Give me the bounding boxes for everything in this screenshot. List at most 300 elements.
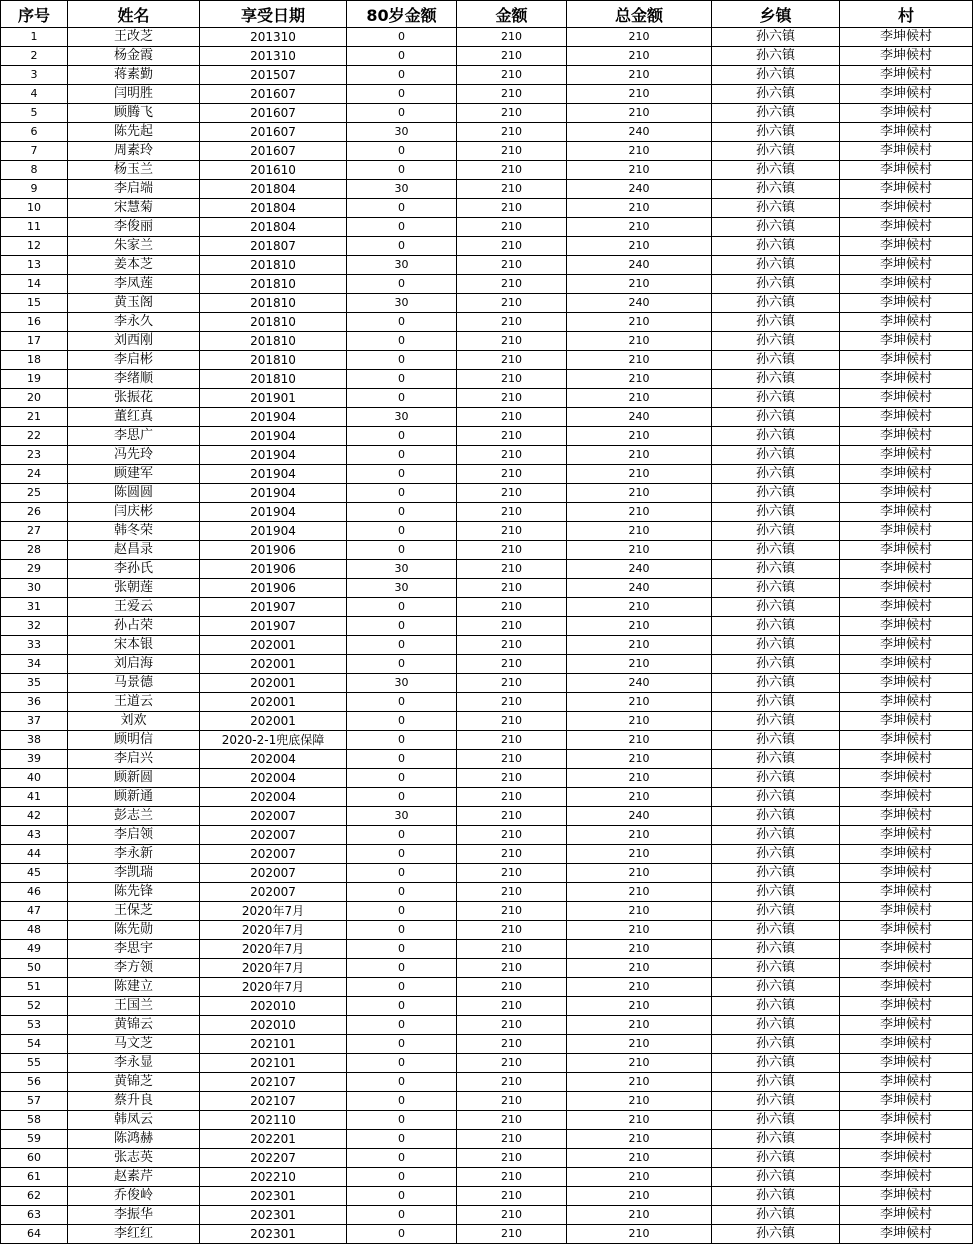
cell-start-date: 202210 xyxy=(200,1168,347,1187)
cell-age80-amount: 0 xyxy=(347,351,457,370)
cell-age80-amount: 0 xyxy=(347,1149,457,1168)
cell-start-date: 201904 xyxy=(200,408,347,427)
cell-age80-amount: 0 xyxy=(347,712,457,731)
cell-town: 孙六镇 xyxy=(712,1092,840,1111)
cell-start-date: 201610 xyxy=(200,161,347,180)
cell-amount: 210 xyxy=(457,503,567,522)
cell-village: 李坤候村 xyxy=(840,237,973,256)
cell-village: 李坤候村 xyxy=(840,1035,973,1054)
cell-age80-amount: 0 xyxy=(347,1225,457,1244)
cell-name: 陈先勋 xyxy=(68,921,200,940)
cell-village: 李坤候村 xyxy=(840,503,973,522)
cell-village: 李坤候村 xyxy=(840,1149,973,1168)
cell-town: 孙六镇 xyxy=(712,864,840,883)
cell-name: 马文芝 xyxy=(68,1035,200,1054)
cell-total-amount: 210 xyxy=(567,47,712,66)
cell-name: 王保芝 xyxy=(68,902,200,921)
cell-village: 李坤候村 xyxy=(840,997,973,1016)
cell-name: 韩冬荣 xyxy=(68,522,200,541)
cell-town: 孙六镇 xyxy=(712,104,840,123)
cell-town: 孙六镇 xyxy=(712,636,840,655)
table-row xyxy=(1,902,973,921)
cell-town: 孙六镇 xyxy=(712,256,840,275)
cell-town: 孙六镇 xyxy=(712,427,840,446)
cell-town: 孙六镇 xyxy=(712,769,840,788)
cell-village: 李坤候村 xyxy=(840,332,973,351)
cell-name: 顾明信 xyxy=(68,731,200,750)
cell-town: 孙六镇 xyxy=(712,560,840,579)
cell-start-date: 201507 xyxy=(200,66,347,85)
cell-amount: 210 xyxy=(457,636,567,655)
cell-town: 孙六镇 xyxy=(712,180,840,199)
cell-town: 孙六镇 xyxy=(712,693,840,712)
cell-amount: 210 xyxy=(457,389,567,408)
cell-total-amount: 210 xyxy=(567,541,712,560)
cell-village: 李坤候村 xyxy=(840,1092,973,1111)
cell-name: 李启领 xyxy=(68,826,200,845)
cell-age80-amount: 0 xyxy=(347,617,457,636)
cell-age80-amount: 0 xyxy=(347,883,457,902)
cell-village: 李坤候村 xyxy=(840,636,973,655)
cell-amount: 210 xyxy=(457,1016,567,1035)
cell-town: 孙六镇 xyxy=(712,1016,840,1035)
cell-total-amount: 210 xyxy=(567,1016,712,1035)
cell-serial-number: 54 xyxy=(1,1035,68,1054)
cell-village: 李坤候村 xyxy=(840,484,973,503)
cell-village: 李坤候村 xyxy=(840,750,973,769)
cell-start-date: 201904 xyxy=(200,465,347,484)
table-row xyxy=(1,389,973,408)
cell-start-date: 202301 xyxy=(200,1225,347,1244)
cell-village: 李坤候村 xyxy=(840,560,973,579)
cell-village: 李坤候村 xyxy=(840,959,973,978)
cell-amount: 210 xyxy=(457,560,567,579)
header-age80-amount: 80岁金额 xyxy=(347,1,457,28)
cell-village: 李坤候村 xyxy=(840,1111,973,1130)
table-row xyxy=(1,598,973,617)
cell-start-date: 201907 xyxy=(200,598,347,617)
cell-village: 李坤候村 xyxy=(840,579,973,598)
cell-village: 李坤候村 xyxy=(840,940,973,959)
header-row xyxy=(1,1,973,28)
table-row xyxy=(1,655,973,674)
cell-start-date: 202301 xyxy=(200,1206,347,1225)
cell-serial-number: 21 xyxy=(1,408,68,427)
cell-total-amount: 210 xyxy=(567,484,712,503)
cell-amount: 210 xyxy=(457,275,567,294)
cell-start-date: 201901 xyxy=(200,389,347,408)
cell-age80-amount: 0 xyxy=(347,465,457,484)
cell-age80-amount: 30 xyxy=(347,807,457,826)
cell-name: 顾腾飞 xyxy=(68,104,200,123)
table-row xyxy=(1,579,973,598)
table-row xyxy=(1,864,973,883)
cell-age80-amount: 0 xyxy=(347,1035,457,1054)
cell-name: 杨玉兰 xyxy=(68,161,200,180)
cell-serial-number: 37 xyxy=(1,712,68,731)
cell-amount: 210 xyxy=(457,541,567,560)
cell-serial-number: 10 xyxy=(1,199,68,218)
cell-total-amount: 210 xyxy=(567,1111,712,1130)
table-row xyxy=(1,940,973,959)
table-row xyxy=(1,826,973,845)
cell-town: 孙六镇 xyxy=(712,902,840,921)
cell-amount: 210 xyxy=(457,332,567,351)
cell-serial-number: 28 xyxy=(1,541,68,560)
cell-amount: 210 xyxy=(457,1225,567,1244)
cell-total-amount: 210 xyxy=(567,1073,712,1092)
cell-age80-amount: 0 xyxy=(347,484,457,503)
cell-town: 孙六镇 xyxy=(712,788,840,807)
cell-village: 李坤候村 xyxy=(840,1187,973,1206)
cell-start-date: 202004 xyxy=(200,769,347,788)
table-row xyxy=(1,66,973,85)
cell-town: 孙六镇 xyxy=(712,275,840,294)
cell-village: 李坤候村 xyxy=(840,389,973,408)
cell-age80-amount: 0 xyxy=(347,503,457,522)
table-row xyxy=(1,1016,973,1035)
cell-start-date: 201906 xyxy=(200,560,347,579)
cell-name: 宋本银 xyxy=(68,636,200,655)
cell-name: 孙占荣 xyxy=(68,617,200,636)
cell-age80-amount: 0 xyxy=(347,161,457,180)
cell-age80-amount: 0 xyxy=(347,826,457,845)
cell-town: 孙六镇 xyxy=(712,161,840,180)
table-row xyxy=(1,693,973,712)
cell-age80-amount: 30 xyxy=(347,674,457,693)
cell-village: 李坤候村 xyxy=(840,256,973,275)
cell-total-amount: 240 xyxy=(567,256,712,275)
cell-village: 李坤候村 xyxy=(840,123,973,142)
cell-amount: 210 xyxy=(457,161,567,180)
cell-name: 李启端 xyxy=(68,180,200,199)
cell-town: 孙六镇 xyxy=(712,503,840,522)
cell-total-amount: 210 xyxy=(567,370,712,389)
cell-name: 王改芝 xyxy=(68,28,200,47)
cell-amount: 210 xyxy=(457,47,567,66)
cell-start-date: 201310 xyxy=(200,28,347,47)
cell-age80-amount: 0 xyxy=(347,788,457,807)
cell-start-date: 202001 xyxy=(200,636,347,655)
cell-serial-number: 13 xyxy=(1,256,68,275)
cell-town: 孙六镇 xyxy=(712,28,840,47)
cell-town: 孙六镇 xyxy=(712,655,840,674)
cell-start-date: 201907 xyxy=(200,617,347,636)
cell-name: 李永显 xyxy=(68,1054,200,1073)
cell-town: 孙六镇 xyxy=(712,199,840,218)
cell-name: 蒋素勤 xyxy=(68,66,200,85)
cell-start-date: 2020年7月 xyxy=(200,978,347,997)
header-start-date: 享受日期 xyxy=(200,1,347,28)
table-row xyxy=(1,28,973,47)
cell-town: 孙六镇 xyxy=(712,522,840,541)
cell-name: 张振花 xyxy=(68,389,200,408)
cell-village: 李坤候村 xyxy=(840,446,973,465)
cell-serial-number: 53 xyxy=(1,1016,68,1035)
cell-total-amount: 240 xyxy=(567,807,712,826)
cell-name: 杨金霞 xyxy=(68,47,200,66)
cell-age80-amount: 0 xyxy=(347,199,457,218)
cell-amount: 210 xyxy=(457,408,567,427)
cell-town: 孙六镇 xyxy=(712,978,840,997)
cell-total-amount: 210 xyxy=(567,389,712,408)
table-row xyxy=(1,674,973,693)
cell-serial-number: 62 xyxy=(1,1187,68,1206)
cell-serial-number: 44 xyxy=(1,845,68,864)
cell-name: 李凯瑞 xyxy=(68,864,200,883)
cell-total-amount: 210 xyxy=(567,712,712,731)
cell-amount: 210 xyxy=(457,579,567,598)
cell-total-amount: 210 xyxy=(567,1206,712,1225)
table-row xyxy=(1,503,973,522)
cell-start-date: 201607 xyxy=(200,123,347,142)
cell-name: 李思宇 xyxy=(68,940,200,959)
cell-town: 孙六镇 xyxy=(712,1187,840,1206)
cell-village: 李坤候村 xyxy=(840,142,973,161)
cell-name: 张志英 xyxy=(68,1149,200,1168)
cell-amount: 210 xyxy=(457,1035,567,1054)
cell-amount: 210 xyxy=(457,598,567,617)
cell-serial-number: 33 xyxy=(1,636,68,655)
cell-amount: 210 xyxy=(457,465,567,484)
table-body xyxy=(1,28,973,1244)
cell-start-date: 201904 xyxy=(200,503,347,522)
cell-amount: 210 xyxy=(457,769,567,788)
cell-village: 李坤候村 xyxy=(840,788,973,807)
cell-total-amount: 210 xyxy=(567,1225,712,1244)
cell-serial-number: 55 xyxy=(1,1054,68,1073)
cell-age80-amount: 0 xyxy=(347,370,457,389)
table-row xyxy=(1,636,973,655)
table-row xyxy=(1,769,973,788)
table-row xyxy=(1,1073,973,1092)
cell-start-date: 201310 xyxy=(200,47,347,66)
cell-amount: 210 xyxy=(457,1187,567,1206)
cell-start-date: 201607 xyxy=(200,85,347,104)
table-row xyxy=(1,332,973,351)
cell-serial-number: 51 xyxy=(1,978,68,997)
cell-serial-number: 11 xyxy=(1,218,68,237)
cell-amount: 210 xyxy=(457,1054,567,1073)
cell-total-amount: 210 xyxy=(567,427,712,446)
cell-amount: 210 xyxy=(457,788,567,807)
cell-start-date: 202007 xyxy=(200,883,347,902)
cell-age80-amount: 0 xyxy=(347,237,457,256)
table-row xyxy=(1,408,973,427)
cell-name: 刘欢 xyxy=(68,712,200,731)
cell-total-amount: 210 xyxy=(567,28,712,47)
cell-village: 李坤候村 xyxy=(840,275,973,294)
table-row xyxy=(1,1187,973,1206)
cell-serial-number: 5 xyxy=(1,104,68,123)
cell-amount: 210 xyxy=(457,921,567,940)
cell-total-amount: 240 xyxy=(567,180,712,199)
cell-start-date: 202101 xyxy=(200,1035,347,1054)
cell-name: 周素玲 xyxy=(68,142,200,161)
cell-start-date: 202004 xyxy=(200,750,347,769)
cell-total-amount: 210 xyxy=(567,826,712,845)
cell-total-amount: 210 xyxy=(567,237,712,256)
cell-amount: 210 xyxy=(457,256,567,275)
cell-serial-number: 6 xyxy=(1,123,68,142)
cell-serial-number: 14 xyxy=(1,275,68,294)
cell-name: 朱家兰 xyxy=(68,237,200,256)
cell-start-date: 202001 xyxy=(200,655,347,674)
cell-age80-amount: 0 xyxy=(347,997,457,1016)
cell-amount: 210 xyxy=(457,142,567,161)
cell-town: 孙六镇 xyxy=(712,883,840,902)
cell-village: 李坤候村 xyxy=(840,674,973,693)
cell-start-date: 202010 xyxy=(200,1016,347,1035)
header-name: 姓名 xyxy=(68,1,200,28)
cell-serial-number: 8 xyxy=(1,161,68,180)
cell-town: 孙六镇 xyxy=(712,731,840,750)
cell-serial-number: 34 xyxy=(1,655,68,674)
cell-name: 韩凤云 xyxy=(68,1111,200,1130)
cell-start-date: 202007 xyxy=(200,864,347,883)
cell-serial-number: 59 xyxy=(1,1130,68,1149)
cell-name: 刘西刚 xyxy=(68,332,200,351)
cell-town: 孙六镇 xyxy=(712,921,840,940)
cell-serial-number: 47 xyxy=(1,902,68,921)
cell-total-amount: 210 xyxy=(567,1130,712,1149)
cell-town: 孙六镇 xyxy=(712,750,840,769)
cell-town: 孙六镇 xyxy=(712,313,840,332)
cell-name: 姜本芝 xyxy=(68,256,200,275)
table-row xyxy=(1,788,973,807)
cell-serial-number: 49 xyxy=(1,940,68,959)
cell-town: 孙六镇 xyxy=(712,712,840,731)
table-row xyxy=(1,427,973,446)
cell-start-date: 202101 xyxy=(200,1054,347,1073)
cell-amount: 210 xyxy=(457,351,567,370)
cell-serial-number: 50 xyxy=(1,959,68,978)
table-row xyxy=(1,1035,973,1054)
cell-serial-number: 23 xyxy=(1,446,68,465)
table-row xyxy=(1,1130,973,1149)
cell-total-amount: 210 xyxy=(567,655,712,674)
table-row xyxy=(1,446,973,465)
cell-amount: 210 xyxy=(457,693,567,712)
cell-amount: 210 xyxy=(457,1092,567,1111)
cell-serial-number: 20 xyxy=(1,389,68,408)
cell-serial-number: 12 xyxy=(1,237,68,256)
cell-name: 闫庆彬 xyxy=(68,503,200,522)
table-row xyxy=(1,1149,973,1168)
cell-start-date: 2020年7月 xyxy=(200,902,347,921)
cell-town: 孙六镇 xyxy=(712,1225,840,1244)
cell-village: 李坤候村 xyxy=(840,1206,973,1225)
cell-start-date: 202001 xyxy=(200,693,347,712)
cell-total-amount: 210 xyxy=(567,1035,712,1054)
cell-age80-amount: 0 xyxy=(347,275,457,294)
cell-name: 李红红 xyxy=(68,1225,200,1244)
cell-village: 李坤候村 xyxy=(840,598,973,617)
cell-town: 孙六镇 xyxy=(712,1130,840,1149)
cell-age80-amount: 0 xyxy=(347,389,457,408)
cell-serial-number: 61 xyxy=(1,1168,68,1187)
cell-serial-number: 46 xyxy=(1,883,68,902)
table-row xyxy=(1,560,973,579)
cell-name: 李凤莲 xyxy=(68,275,200,294)
cell-amount: 210 xyxy=(457,180,567,199)
cell-village: 李坤候村 xyxy=(840,617,973,636)
cell-age80-amount: 0 xyxy=(347,978,457,997)
cell-town: 孙六镇 xyxy=(712,997,840,1016)
cell-town: 孙六镇 xyxy=(712,66,840,85)
cell-age80-amount: 0 xyxy=(347,940,457,959)
cell-serial-number: 16 xyxy=(1,313,68,332)
cell-start-date: 201904 xyxy=(200,446,347,465)
cell-amount: 210 xyxy=(457,1130,567,1149)
cell-amount: 210 xyxy=(457,731,567,750)
cell-name: 李孙氏 xyxy=(68,560,200,579)
cell-total-amount: 210 xyxy=(567,503,712,522)
cell-village: 李坤候村 xyxy=(840,693,973,712)
cell-village: 李坤候村 xyxy=(840,769,973,788)
cell-age80-amount: 30 xyxy=(347,123,457,142)
cell-total-amount: 210 xyxy=(567,940,712,959)
cell-village: 李坤候村 xyxy=(840,465,973,484)
cell-age80-amount: 0 xyxy=(347,845,457,864)
cell-amount: 210 xyxy=(457,674,567,693)
cell-amount: 210 xyxy=(457,940,567,959)
cell-village: 李坤候村 xyxy=(840,161,973,180)
cell-total-amount: 210 xyxy=(567,769,712,788)
cell-name: 黄锦云 xyxy=(68,1016,200,1035)
cell-name: 王道云 xyxy=(68,693,200,712)
table-row xyxy=(1,978,973,997)
cell-village: 李坤候村 xyxy=(840,864,973,883)
cell-amount: 210 xyxy=(457,997,567,1016)
cell-start-date: 201810 xyxy=(200,351,347,370)
cell-amount: 210 xyxy=(457,655,567,674)
cell-town: 孙六镇 xyxy=(712,142,840,161)
cell-start-date: 202004 xyxy=(200,788,347,807)
cell-town: 孙六镇 xyxy=(712,598,840,617)
cell-start-date: 201810 xyxy=(200,370,347,389)
cell-total-amount: 240 xyxy=(567,560,712,579)
cell-amount: 210 xyxy=(457,427,567,446)
cell-age80-amount: 0 xyxy=(347,1168,457,1187)
cell-serial-number: 3 xyxy=(1,66,68,85)
cell-town: 孙六镇 xyxy=(712,237,840,256)
cell-total-amount: 210 xyxy=(567,199,712,218)
cell-age80-amount: 0 xyxy=(347,522,457,541)
cell-village: 李坤候村 xyxy=(840,351,973,370)
cell-village: 李坤候村 xyxy=(840,313,973,332)
cell-serial-number: 58 xyxy=(1,1111,68,1130)
cell-town: 孙六镇 xyxy=(712,47,840,66)
cell-total-amount: 210 xyxy=(567,66,712,85)
table-row xyxy=(1,541,973,560)
cell-amount: 210 xyxy=(457,522,567,541)
cell-serial-number: 4 xyxy=(1,85,68,104)
cell-age80-amount: 0 xyxy=(347,28,457,47)
cell-name: 王爱云 xyxy=(68,598,200,617)
cell-name: 黄锦芝 xyxy=(68,1073,200,1092)
cell-village: 李坤候村 xyxy=(840,1054,973,1073)
cell-total-amount: 210 xyxy=(567,921,712,940)
cell-town: 孙六镇 xyxy=(712,389,840,408)
cell-village: 李坤候村 xyxy=(840,655,973,674)
cell-start-date: 2020年7月 xyxy=(200,959,347,978)
cell-start-date: 201607 xyxy=(200,142,347,161)
table-row xyxy=(1,750,973,769)
cell-serial-number: 31 xyxy=(1,598,68,617)
cell-serial-number: 1 xyxy=(1,28,68,47)
table-row xyxy=(1,85,973,104)
